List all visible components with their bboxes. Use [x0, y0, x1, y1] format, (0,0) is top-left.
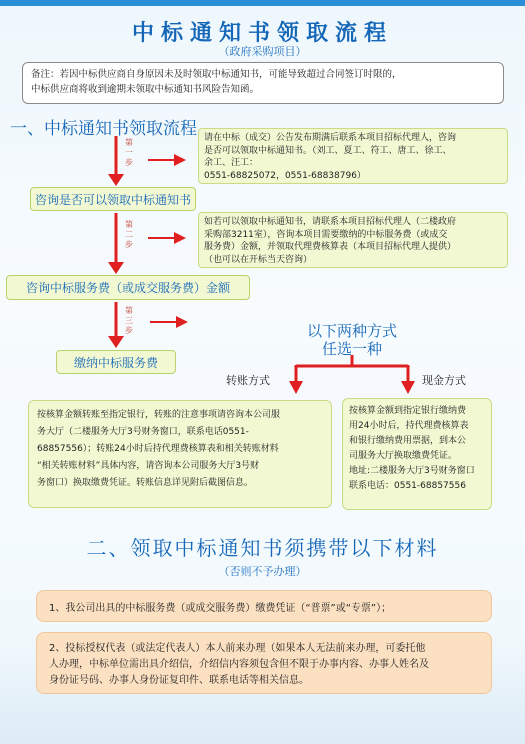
transfer-line: 68857556）；转账24小时后持代理费核算表和相关转账材料 — [37, 444, 279, 454]
page-subtitle: （政府采购项目） — [218, 45, 307, 58]
section1-title: 一、中标通知书领取流程 — [10, 119, 197, 139]
material-line: 身份证号码、办事人身份证复印件、联系电话等相关信息。 — [49, 675, 309, 686]
step2-down-arrow — [108, 213, 124, 274]
info-line: （也可以在开标当天咨询） — [204, 254, 313, 265]
cash-line: 联系电话：0551-68857556 — [349, 481, 466, 491]
step2-right-arrow — [148, 232, 186, 244]
step3-box: 缴纳中标服务费 — [56, 350, 176, 374]
page-title: 中标通知书领取流程 — [131, 21, 393, 46]
info-line: 0551-68825072，0551-68838796） — [204, 170, 366, 181]
info-line: 采购部3211室），咨询本项目需要缴纳的中标服务费（或成交 — [204, 229, 448, 240]
info-line: 余工、汪工： — [204, 158, 259, 168]
info-line: 服务费）金额，并领取代理费核算表（本项目招标代理人提供） — [204, 242, 457, 252]
step3-down-arrow — [108, 302, 124, 348]
material-item-2 — [36, 632, 492, 694]
info-line: 是否可以领取中标通知书。（刘工、夏工、符工、唐工、徐工、 — [204, 145, 452, 156]
transfer-box — [28, 400, 332, 508]
cash-line: 和银行缴纳费用票据，到本公 — [349, 436, 467, 446]
transfer-line: “相关转账材料”具体内容，请咨询本公司服务大厅3号财 — [37, 461, 260, 471]
split-connector — [289, 355, 415, 394]
material-line: 2、投标授权代表（或法定代表人）本人前来办理（如果本人无法前来办理，可委托他 — [49, 643, 426, 654]
cash-box — [342, 398, 492, 510]
info-line: 如若可以领取中标通知书，请联系本项目招标代理人（二楼政府 — [204, 217, 457, 227]
step2-tag: 第二步 — [125, 220, 133, 249]
transfer-line: 务大厅（二楼服务大厅3号财务窗口，联系电话0551- — [37, 427, 249, 437]
transfer-label: 转账方式 — [226, 374, 270, 387]
section2-subtitle: （否则不予办理） — [218, 565, 307, 578]
transfer-line: 务窗口）换取缴费凭证。转账信息详见附后截图信息。 — [37, 478, 254, 488]
step1-box: 咨询是否可以领取中标通知书 — [30, 187, 196, 211]
step2-box: 咨询中标服务费（或成交服务费）金额 — [6, 275, 250, 300]
info-line: 请在中标（成交）公告发布期满后联系本项目招标代理人，咨询 — [204, 133, 457, 143]
step1-tag: 第一步 — [125, 138, 133, 167]
step2-info-box — [198, 212, 508, 268]
cash-line: 按核算金额到指定银行缴纳费 — [349, 406, 467, 416]
note-line: 中标供应商将收到逾期未领取中标通知书风险告知函。 — [31, 84, 260, 95]
cash-line: 用24小时后，持代理费核算表 — [349, 421, 469, 431]
step3-right-arrow — [150, 316, 188, 328]
step1-info-box — [198, 128, 508, 184]
material-line: 人办理，中标单位需出具介绍信，介绍信内容须包含但不限于办事内容、办事人姓名及 — [49, 659, 429, 670]
cash-label: 现金方式 — [422, 374, 466, 387]
choice-heading-line2: 任选一种 — [321, 340, 382, 358]
transfer-line: 按核算金额转账至指定银行，转账的注意事项请咨询本公司服 — [37, 410, 281, 420]
cash-line: 司服务大厅换取缴费凭证。 — [349, 451, 458, 461]
step1-down-arrow — [108, 136, 124, 186]
step3-tag: 第三步 — [125, 306, 133, 335]
material-item-1: 1、我公司出具的中标服务费（或成交服务费）缴费凭证（“普票”或“专票”）； — [36, 590, 492, 622]
choice-heading-line1: 以下两种方式 — [306, 322, 397, 340]
section2-title: 二、领取中标通知书须携带以下材料 — [86, 536, 439, 560]
cash-line: 地址:二楼服务大厅3号财务窗口 — [349, 466, 475, 476]
step1-right-arrow — [148, 154, 186, 166]
note-line: 备注：若因中标供应商自身原因未及时领取中标通知书，可能导致超过合同签订时限的， — [31, 69, 402, 80]
